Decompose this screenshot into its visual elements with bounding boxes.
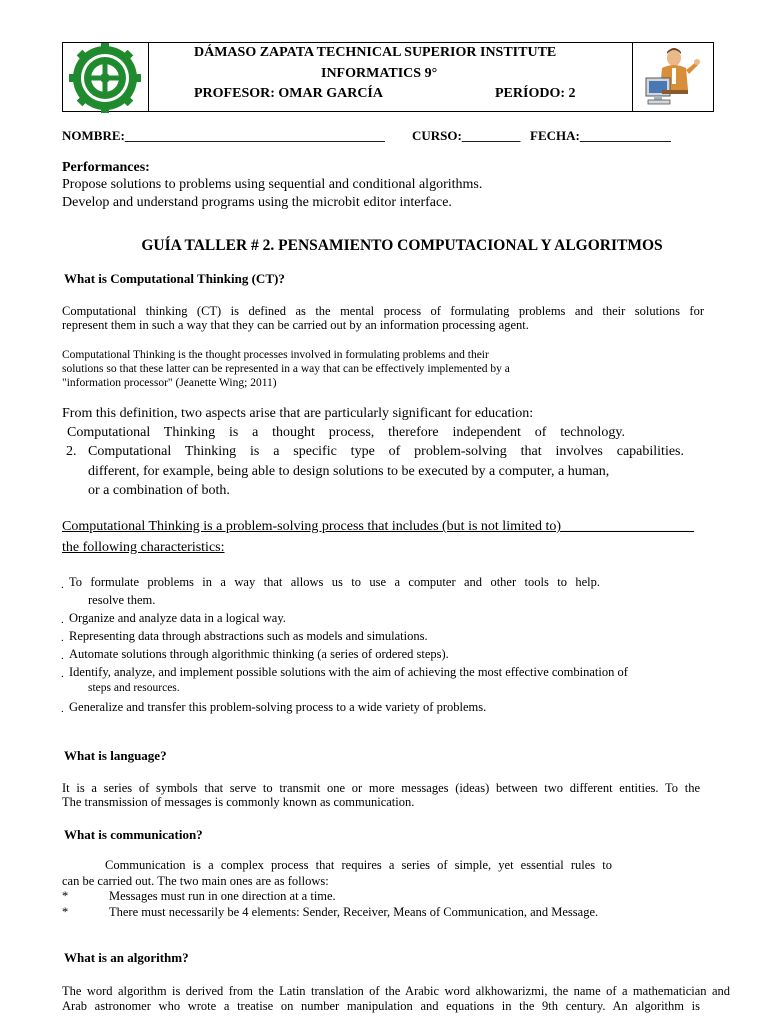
- performance-item: Develop and understand programs using the microbit editor interface.: [62, 195, 452, 210]
- performance-item: Propose solutions to problems using sequential and conditional algorithms.: [62, 177, 483, 192]
- guide-title: GUÍA TALLER # 2. PENSAMIENTO COMPUTACIONAL Y ALGORITMOS: [141, 237, 663, 254]
- characteristic-item: Identify, analyze, and implement possible solutions with the aim of achieving the most effective combination of: [69, 665, 628, 679]
- characteristic-item: Representing data through abstractions such as models and simulations.: [69, 629, 428, 643]
- bullet-icon: .: [61, 650, 64, 662]
- aspect-two-line: Computational Thinking is a specific type of problem-solving that involves capabilities.: [88, 444, 684, 459]
- course-field-line: CURSO:_________: [412, 128, 521, 143]
- ct-paragraph-line: Computational thinking (CT) is defined as the mental process of formulating problems and their solutions for: [62, 304, 704, 318]
- name-field-line: NOMBRE:________________________________________: [62, 128, 385, 143]
- aspect-one: Computational Thinking is a thought process, therefore independent of technology.: [67, 425, 625, 440]
- school-logo-icon: [65, 43, 145, 113]
- aspect-two-line: different, for example, being able to design solutions to be executed by a computer, a human,: [88, 464, 610, 479]
- characteristic-item: Automate solutions through algorithmic thinking (a series of ordered steps).: [69, 647, 449, 661]
- algorithm-paragraph-line: The word algorithm is derived from the Latin translation of the Arabic word alkhowarizmi, the name of a mathematician and: [62, 984, 730, 998]
- institute-name: DÁMASO ZAPATA TECHNICAL SUPERIOR INSTITUTE: [194, 45, 557, 60]
- asterisk-bullet: *: [62, 905, 69, 919]
- communication-rule: There must necessarily be 4 elements: Sender, Receiver, Means of Communication, and Message.: [109, 905, 599, 919]
- characteristic-item: Generalize and transfer this problem-solving process to a wide variety of problems.: [69, 700, 487, 714]
- communication-paragraph-line: can be carried out. The two main ones are as follows:: [62, 874, 329, 888]
- teacher-name: PROFESOR: OMAR GARCÍA: [194, 86, 383, 101]
- characteristic-item: Organize and analyze data in a logical way.: [69, 611, 286, 625]
- communication-paragraph-line: Communication is a complex process that requires a series of simple, yet essential rules to: [105, 858, 612, 872]
- characteristic-item: steps and resources.: [88, 682, 180, 694]
- language-paragraph-line: The transmission of messages is commonly known as communication.: [62, 795, 415, 809]
- teacher-computer-icon: [634, 44, 712, 112]
- header-table: [62, 42, 714, 112]
- algorithm-heading: What is an algorithm?: [64, 950, 189, 965]
- teacher-image-cell: [632, 43, 713, 111]
- bullet-icon: .: [61, 579, 64, 591]
- characteristics-intro: Computational Thinking is a problem-solving process that includes (but is not limited to)___________________: [62, 519, 695, 534]
- definition-intro: From this definition, two aspects arise that are particularly significant for education:: [62, 406, 534, 421]
- aspect-two-line: or a combination of both.: [88, 483, 230, 498]
- asterisk-bullet: *: [62, 889, 69, 903]
- ct-quote-line: Computational Thinking is the thought processes involved in formulating problems and their: [62, 349, 489, 361]
- algorithm-paragraph-line: Arab astronomer who wrote a treatise on number manipulation and equations in the 9th century. An algorithm is: [62, 999, 700, 1013]
- characteristics-intro: the following characteristics:: [62, 540, 225, 555]
- bullet-icon: .: [61, 703, 64, 715]
- language-paragraph-line: It is a series of symbols that serve to transmit one or more messages (ideas) between two different entities. To the: [62, 781, 700, 795]
- bullet-icon: .: [61, 632, 64, 644]
- date-field-line: FECHA:______________: [530, 128, 671, 143]
- subject-name: INFORMATICS 9°: [321, 66, 438, 81]
- communication-rule: Messages must run in one direction at a time.: [109, 889, 336, 903]
- communication-heading: What is communication?: [64, 827, 203, 842]
- logo-cell: [63, 43, 149, 111]
- performances-title: Performances:: [62, 160, 150, 175]
- ct-quote-line: "information processor" (Jeanette Wing; 2011): [62, 377, 277, 389]
- aspect-two-number: 2.: [66, 444, 77, 459]
- ct-paragraph-line: represent them in such a way that they can be carried out by an information processing agent.: [62, 318, 529, 332]
- bullet-icon: .: [61, 668, 64, 680]
- ct-heading: What is Computational Thinking (CT)?: [64, 271, 285, 286]
- characteristic-item: resolve them.: [88, 593, 156, 607]
- characteristic-item: To formulate problems in a way that allows us to use a computer and other tools to help.: [69, 575, 600, 589]
- language-heading: What is language?: [64, 748, 167, 763]
- ct-quote-line: solutions so that these latter can be represented in a way that can be effectively implemented by a: [62, 363, 510, 375]
- bullet-icon: .: [61, 614, 64, 626]
- period-label: PERÍODO: 2: [495, 86, 576, 101]
